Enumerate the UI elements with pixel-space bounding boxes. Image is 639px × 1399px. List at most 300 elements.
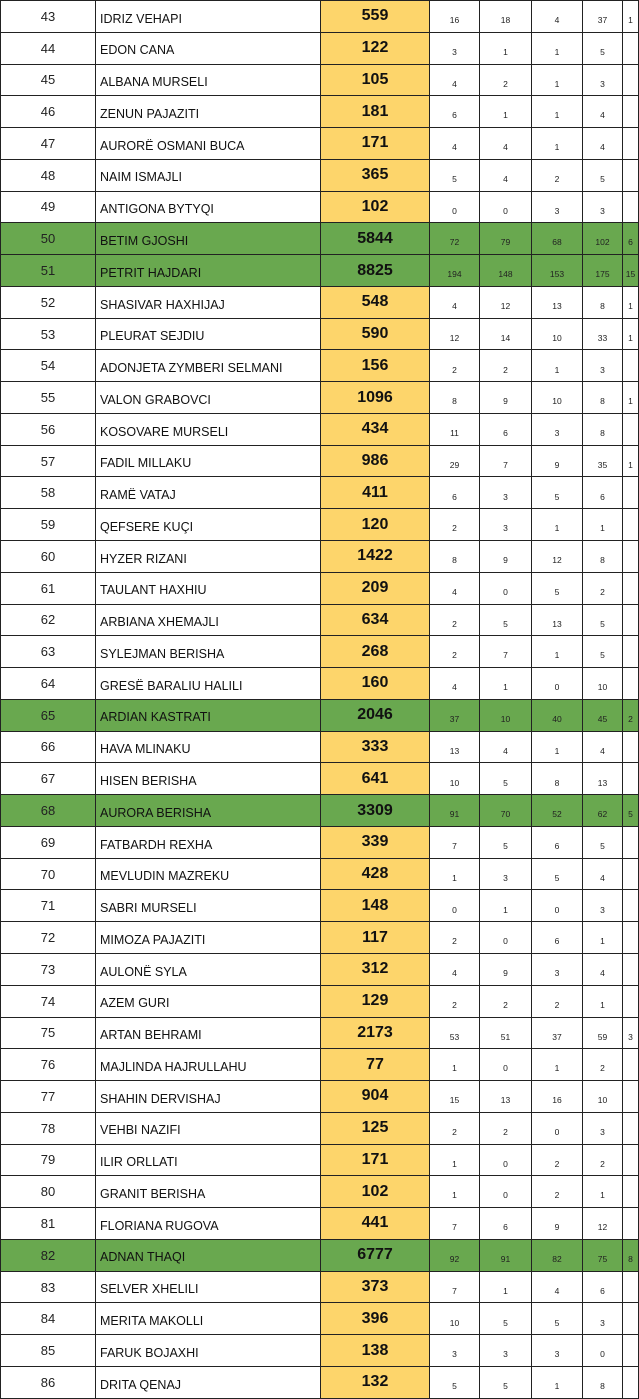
table-row [1, 223, 639, 255]
vote-cell: 4 [480, 128, 532, 160]
vote-cell [623, 191, 639, 223]
vote-cell: 4 [583, 858, 623, 890]
vote-total: 181 [321, 96, 430, 128]
vote-cell: 0 [480, 922, 532, 954]
vote-cell: 8 [430, 541, 480, 573]
vote-cell [623, 953, 639, 985]
vote-cell: 29 [430, 445, 480, 477]
row-number: 75 [1, 1017, 96, 1049]
row-number: 78 [1, 1112, 96, 1144]
vote-cell: 10 [532, 382, 583, 414]
table-row [1, 1239, 639, 1271]
vote-cell: 0 [532, 890, 583, 922]
vote-cell: 3 [430, 32, 480, 64]
table-row [1, 668, 639, 700]
row-number: 83 [1, 1271, 96, 1303]
candidate-name: GRANIT BERISHA [96, 1176, 321, 1208]
vote-total: 411 [321, 477, 430, 509]
candidate-name: ALBANA MURSELI [96, 64, 321, 96]
table-row [1, 1, 639, 33]
vote-total: 209 [321, 572, 430, 604]
vote-cell: 1 [480, 1271, 532, 1303]
table-row [1, 922, 639, 954]
candidate-name: FLORIANA RUGOVA [96, 1208, 321, 1240]
vote-cell: 153 [532, 255, 583, 287]
vote-cell: 1 [532, 636, 583, 668]
table-row [1, 1271, 639, 1303]
table-row [1, 318, 639, 350]
vote-cell: 8 [583, 1366, 623, 1398]
candidate-name: ARBIANA XHEMAJLI [96, 604, 321, 636]
vote-cell [623, 763, 639, 795]
vote-cell: 8 [583, 541, 623, 573]
table-row [1, 826, 639, 858]
vote-cell: 3 [480, 509, 532, 541]
vote-cell: 5 [623, 795, 639, 827]
vote-cell: 4 [532, 1, 583, 33]
row-number: 80 [1, 1176, 96, 1208]
row-number: 76 [1, 1049, 96, 1081]
table-row [1, 731, 639, 763]
vote-cell: 194 [430, 255, 480, 287]
vote-cell [623, 1303, 639, 1335]
vote-cell: 15 [623, 255, 639, 287]
vote-cell: 18 [480, 1, 532, 33]
table-row [1, 191, 639, 223]
vote-cell: 11 [430, 413, 480, 445]
vote-total: 434 [321, 413, 430, 445]
table-row [1, 1017, 639, 1049]
vote-cell: 5 [583, 826, 623, 858]
vote-cell: 4 [430, 128, 480, 160]
vote-cell: 2 [480, 64, 532, 96]
row-number: 54 [1, 350, 96, 382]
candidate-name: SELVER XHELILI [96, 1271, 321, 1303]
vote-total: 548 [321, 286, 430, 318]
vote-cell: 6 [430, 477, 480, 509]
vote-cell: 5 [480, 604, 532, 636]
vote-cell: 5 [480, 763, 532, 795]
candidate-name: MEVLUDIN MAZREKU [96, 858, 321, 890]
vote-cell: 4 [430, 64, 480, 96]
vote-cell [623, 1366, 639, 1398]
vote-cell: 2 [430, 509, 480, 541]
table-row [1, 1176, 639, 1208]
vote-cell: 4 [480, 731, 532, 763]
vote-cell: 75 [583, 1239, 623, 1271]
vote-cell: 148 [480, 255, 532, 287]
vote-cell: 4 [583, 128, 623, 160]
vote-cell [623, 1049, 639, 1081]
vote-cell: 3 [532, 413, 583, 445]
vote-cell: 2 [430, 1112, 480, 1144]
vote-cell: 175 [583, 255, 623, 287]
vote-total: 105 [321, 64, 430, 96]
table-row [1, 890, 639, 922]
vote-cell: 8 [430, 382, 480, 414]
table-row [1, 636, 639, 668]
vote-cell: 6 [430, 96, 480, 128]
vote-total: 365 [321, 159, 430, 191]
vote-cell: 7 [480, 636, 532, 668]
vote-total: 102 [321, 1176, 430, 1208]
vote-cell: 5 [480, 1303, 532, 1335]
vote-cell [623, 1081, 639, 1113]
vote-cell: 5 [430, 1366, 480, 1398]
vote-total: 373 [321, 1271, 430, 1303]
row-number: 44 [1, 32, 96, 64]
vote-cell: 4 [430, 953, 480, 985]
vote-cell: 5 [583, 604, 623, 636]
vote-total: 590 [321, 318, 430, 350]
results-table-body [1, 1, 639, 1399]
vote-cell [623, 858, 639, 890]
table-row [1, 445, 639, 477]
vote-total: 904 [321, 1081, 430, 1113]
vote-cell: 4 [583, 96, 623, 128]
candidate-name: DRITA QENAJ [96, 1366, 321, 1398]
candidate-name: QEFSERE KUÇI [96, 509, 321, 541]
vote-cell: 10 [430, 1303, 480, 1335]
candidate-name: EDON CANA [96, 32, 321, 64]
table-row [1, 1303, 639, 1335]
table-row [1, 541, 639, 573]
row-number: 72 [1, 922, 96, 954]
vote-total: 2173 [321, 1017, 430, 1049]
table-row [1, 413, 639, 445]
candidate-name: VALON GRABOVCI [96, 382, 321, 414]
vote-cell: 51 [480, 1017, 532, 1049]
vote-cell [623, 572, 639, 604]
vote-cell: 10 [532, 318, 583, 350]
vote-cell: 2 [623, 699, 639, 731]
vote-cell: 5 [583, 636, 623, 668]
vote-total: 125 [321, 1112, 430, 1144]
vote-cell: 5 [532, 858, 583, 890]
vote-cell: 2 [480, 350, 532, 382]
vote-cell: 12 [430, 318, 480, 350]
vote-cell [623, 985, 639, 1017]
vote-cell: 10 [480, 699, 532, 731]
vote-cell: 1 [532, 32, 583, 64]
vote-total: 148 [321, 890, 430, 922]
vote-cell: 8 [583, 286, 623, 318]
vote-cell: 15 [430, 1081, 480, 1113]
vote-total: 1096 [321, 382, 430, 414]
table-row [1, 32, 639, 64]
vote-cell: 1 [430, 858, 480, 890]
vote-cell [623, 477, 639, 509]
candidate-name: ARDIAN KASTRATI [96, 699, 321, 731]
candidate-name: ANTIGONA BYTYQI [96, 191, 321, 223]
vote-cell: 9 [532, 445, 583, 477]
vote-cell: 3 [583, 1303, 623, 1335]
table-row [1, 763, 639, 795]
row-number: 67 [1, 763, 96, 795]
vote-cell: 10 [430, 763, 480, 795]
vote-total: 268 [321, 636, 430, 668]
table-row [1, 350, 639, 382]
candidate-name: HISEN BERISHA [96, 763, 321, 795]
vote-cell: 68 [532, 223, 583, 255]
table-row [1, 1144, 639, 1176]
vote-cell: 2 [583, 572, 623, 604]
vote-cell [623, 1112, 639, 1144]
table-row [1, 699, 639, 731]
vote-cell: 1 [430, 1049, 480, 1081]
vote-cell [623, 636, 639, 668]
vote-cell [623, 350, 639, 382]
vote-cell: 1 [430, 1144, 480, 1176]
vote-total: 441 [321, 1208, 430, 1240]
candidate-name: SHAHIN DERVISHAJ [96, 1081, 321, 1113]
row-number: 70 [1, 858, 96, 890]
vote-cell: 3 [532, 191, 583, 223]
vote-cell [623, 922, 639, 954]
vote-cell: 1 [583, 922, 623, 954]
row-number: 65 [1, 699, 96, 731]
vote-cell [623, 1144, 639, 1176]
vote-cell: 45 [583, 699, 623, 731]
vote-cell: 4 [480, 159, 532, 191]
vote-cell: 9 [480, 541, 532, 573]
row-number: 58 [1, 477, 96, 509]
row-number: 84 [1, 1303, 96, 1335]
vote-cell: 3 [583, 1112, 623, 1144]
vote-cell [623, 1271, 639, 1303]
row-number: 59 [1, 509, 96, 541]
vote-cell: 1 [480, 32, 532, 64]
vote-cell: 8 [583, 413, 623, 445]
vote-cell: 13 [480, 1081, 532, 1113]
candidate-name: AURORA BERISHA [96, 795, 321, 827]
vote-cell: 0 [480, 1144, 532, 1176]
vote-cell: 10 [583, 1081, 623, 1113]
candidate-name: AZEM GURI [96, 985, 321, 1017]
vote-total: 559 [321, 1, 430, 33]
vote-cell: 12 [532, 541, 583, 573]
row-number: 53 [1, 318, 96, 350]
vote-cell: 7 [430, 1271, 480, 1303]
vote-cell: 1 [532, 1049, 583, 1081]
vote-cell: 7 [430, 826, 480, 858]
vote-cell [623, 731, 639, 763]
row-number: 73 [1, 953, 96, 985]
vote-total: 6777 [321, 1239, 430, 1271]
vote-cell: 9 [480, 953, 532, 985]
vote-cell: 53 [430, 1017, 480, 1049]
vote-cell [623, 32, 639, 64]
candidate-name: MERITA MAKOLLI [96, 1303, 321, 1335]
vote-cell: 4 [583, 953, 623, 985]
row-number: 60 [1, 541, 96, 573]
vote-cell: 0 [532, 1112, 583, 1144]
vote-cell [623, 509, 639, 541]
vote-total: 117 [321, 922, 430, 954]
candidate-name: MIMOZA PAJAZITI [96, 922, 321, 954]
row-number: 50 [1, 223, 96, 255]
vote-cell: 37 [430, 699, 480, 731]
vote-cell: 0 [532, 668, 583, 700]
row-number: 79 [1, 1144, 96, 1176]
vote-cell: 1 [532, 1366, 583, 1398]
candidate-name: AULONË SYLA [96, 953, 321, 985]
vote-total: 986 [321, 445, 430, 477]
vote-cell: 82 [532, 1239, 583, 1271]
table-row [1, 159, 639, 191]
candidate-name: IDRIZ VEHAPI [96, 1, 321, 33]
candidate-name: ADONJETA ZYMBERI SELMANI [96, 350, 321, 382]
vote-cell: 1 [480, 668, 532, 700]
vote-total: 102 [321, 191, 430, 223]
vote-cell: 40 [532, 699, 583, 731]
vote-cell: 16 [430, 1, 480, 33]
vote-cell: 5 [532, 477, 583, 509]
vote-cell: 6 [532, 922, 583, 954]
vote-cell [623, 604, 639, 636]
vote-cell: 1 [623, 318, 639, 350]
vote-cell: 0 [480, 1176, 532, 1208]
vote-cell: 70 [480, 795, 532, 827]
vote-cell: 13 [430, 731, 480, 763]
vote-cell: 52 [532, 795, 583, 827]
vote-cell: 2 [430, 636, 480, 668]
vote-total: 333 [321, 731, 430, 763]
table-row [1, 1049, 639, 1081]
vote-cell: 3 [480, 1335, 532, 1367]
vote-total: 312 [321, 953, 430, 985]
vote-cell: 3 [532, 1335, 583, 1367]
vote-cell: 12 [583, 1208, 623, 1240]
vote-cell: 3 [480, 477, 532, 509]
row-number: 57 [1, 445, 96, 477]
row-number: 68 [1, 795, 96, 827]
candidate-name: FATBARDH REXHA [96, 826, 321, 858]
vote-cell: 1 [532, 96, 583, 128]
vote-cell: 1 [480, 96, 532, 128]
vote-cell [623, 890, 639, 922]
candidate-name: SHASIVAR HAXHIJAJ [96, 286, 321, 318]
vote-cell: 1 [532, 350, 583, 382]
candidate-name: HYZER RIZANI [96, 541, 321, 573]
vote-cell [623, 128, 639, 160]
table-row [1, 477, 639, 509]
vote-total: 160 [321, 668, 430, 700]
vote-cell: 2 [430, 350, 480, 382]
table-row [1, 1112, 639, 1144]
table-row [1, 1208, 639, 1240]
vote-cell: 6 [583, 477, 623, 509]
row-number: 51 [1, 255, 96, 287]
vote-cell [623, 413, 639, 445]
candidate-name: MAJLINDA HAJRULLAHU [96, 1049, 321, 1081]
candidate-name: NAIM ISMAJLI [96, 159, 321, 191]
vote-cell: 0 [480, 1049, 532, 1081]
candidate-name: PLEURAT SEJDIU [96, 318, 321, 350]
vote-total: 122 [321, 32, 430, 64]
row-number: 43 [1, 1, 96, 33]
vote-cell: 79 [480, 223, 532, 255]
row-number: 71 [1, 890, 96, 922]
vote-cell: 5 [583, 32, 623, 64]
row-number: 64 [1, 668, 96, 700]
table-row [1, 1081, 639, 1113]
vote-cell: 3 [583, 64, 623, 96]
vote-cell [623, 159, 639, 191]
vote-cell: 8 [532, 763, 583, 795]
vote-cell: 33 [583, 318, 623, 350]
vote-cell: 8 [623, 1239, 639, 1271]
vote-total: 77 [321, 1049, 430, 1081]
table-row [1, 255, 639, 287]
vote-cell: 13 [583, 763, 623, 795]
vote-cell: 12 [480, 286, 532, 318]
row-number: 46 [1, 96, 96, 128]
vote-cell: 2 [532, 1144, 583, 1176]
vote-cell: 4 [583, 731, 623, 763]
vote-cell: 1 [430, 1176, 480, 1208]
vote-cell [623, 668, 639, 700]
vote-cell: 1 [583, 985, 623, 1017]
vote-cell: 5 [430, 159, 480, 191]
vote-cell: 13 [532, 604, 583, 636]
table-row [1, 985, 639, 1017]
candidate-name: AURORË OSMANI BUCA [96, 128, 321, 160]
vote-cell: 37 [583, 1, 623, 33]
row-number: 74 [1, 985, 96, 1017]
vote-cell: 3 [583, 191, 623, 223]
vote-cell: 6 [532, 826, 583, 858]
vote-cell: 6 [480, 1208, 532, 1240]
vote-cell: 1 [532, 128, 583, 160]
vote-total: 120 [321, 509, 430, 541]
vote-cell [623, 826, 639, 858]
row-number: 61 [1, 572, 96, 604]
table-row [1, 64, 639, 96]
vote-cell: 4 [430, 668, 480, 700]
vote-cell: 35 [583, 445, 623, 477]
table-row [1, 509, 639, 541]
vote-total: 339 [321, 826, 430, 858]
vote-cell: 2 [583, 1144, 623, 1176]
vote-total: 641 [321, 763, 430, 795]
vote-cell: 6 [623, 223, 639, 255]
vote-cell: 14 [480, 318, 532, 350]
row-number: 55 [1, 382, 96, 414]
row-number: 85 [1, 1335, 96, 1367]
vote-cell: 3 [480, 858, 532, 890]
vote-cell: 2 [583, 1049, 623, 1081]
row-number: 81 [1, 1208, 96, 1240]
table-row [1, 604, 639, 636]
vote-cell: 92 [430, 1239, 480, 1271]
candidate-name: HAVA MLINAKU [96, 731, 321, 763]
vote-cell: 3 [623, 1017, 639, 1049]
table-row [1, 286, 639, 318]
vote-total: 396 [321, 1303, 430, 1335]
vote-cell: 7 [430, 1208, 480, 1240]
vote-cell: 8 [583, 382, 623, 414]
vote-total: 138 [321, 1335, 430, 1367]
vote-cell: 91 [480, 1239, 532, 1271]
vote-cell: 10 [583, 668, 623, 700]
vote-cell: 6 [583, 1271, 623, 1303]
table-row [1, 572, 639, 604]
vote-cell: 2 [532, 159, 583, 191]
vote-cell [623, 1208, 639, 1240]
vote-cell: 2 [480, 1112, 532, 1144]
row-number: 86 [1, 1366, 96, 1398]
